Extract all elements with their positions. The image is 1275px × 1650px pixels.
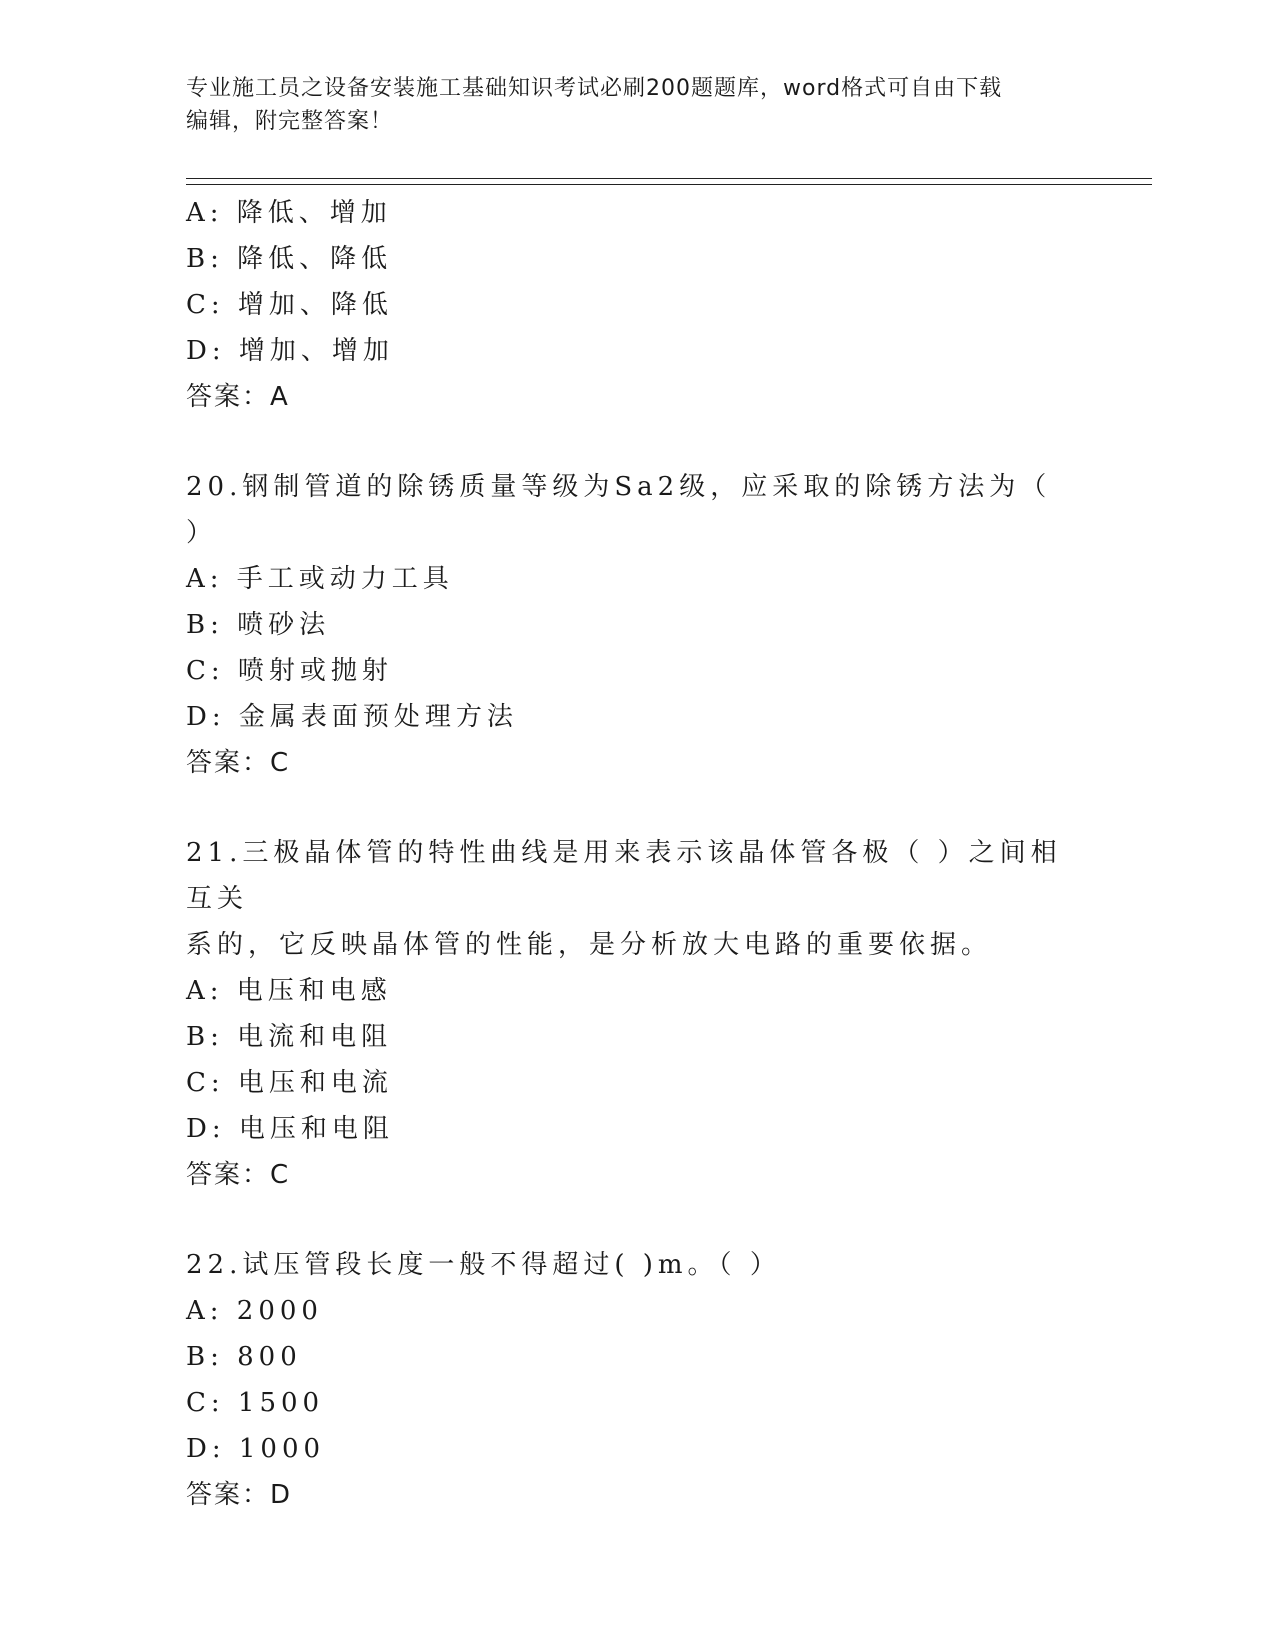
answer: 答案：A	[186, 382, 290, 412]
option-b: B: 喷砂法	[186, 610, 331, 640]
document-header	[186, 72, 1086, 138]
option-a: A: 降低、增加	[186, 198, 392, 228]
question-list	[186, 190, 1086, 1518]
header-divider-top	[186, 178, 1152, 179]
spacer	[186, 786, 1086, 830]
spacer	[186, 1198, 1086, 1242]
option-a: A: 电压和电感	[186, 976, 392, 1006]
question-21	[186, 830, 1086, 1198]
option-a: A: 手工或动力工具	[186, 564, 454, 594]
question-title-line-2: 系的，它反映晶体管的性能，是分析放大电路的重要依据。	[186, 930, 993, 960]
option-d: D: 1000	[186, 1434, 326, 1464]
question-19	[186, 190, 1086, 420]
header-line-2: 编辑，附完整答案！	[186, 109, 394, 134]
option-c: C: 喷射或抛射	[186, 656, 393, 686]
question-22	[186, 1242, 1086, 1518]
header-line-1: 专业施工员之设备安装施工基础知识考试必刷200题题库，word格式可自由下载	[186, 76, 1003, 101]
question-title: 20.钢制管道的除锈质量等级为Sa2级，应采取的除锈方法为（ ）	[186, 472, 1052, 548]
spacer	[186, 420, 1086, 464]
question-title: 22.试压管段长度一般不得超过( )m。（ ）	[186, 1250, 781, 1280]
option-d: D: 金属表面预处理方法	[186, 702, 518, 732]
question-title-line-1: 21.三极晶体管的特性曲线是用来表示该晶体管各极（ ）之间相互关	[186, 838, 1062, 914]
option-c: C: 1500	[186, 1388, 325, 1418]
answer: 答案：C	[186, 748, 291, 778]
option-b: B: 降低、降低	[186, 244, 393, 274]
option-a: A: 2000	[186, 1296, 323, 1326]
option-d: D: 电压和电阻	[186, 1114, 394, 1144]
header-divider-bottom	[186, 184, 1152, 185]
answer: 答案：C	[186, 1160, 291, 1190]
option-d: D: 增加、增加	[186, 336, 394, 366]
option-b: B: 800	[186, 1342, 302, 1372]
option-c: C: 增加、降低	[186, 290, 393, 320]
option-b: B: 电流和电阻	[186, 1022, 393, 1052]
option-c: C: 电压和电流	[186, 1068, 393, 1098]
question-20	[186, 464, 1086, 786]
answer: 答案：D	[186, 1480, 293, 1510]
